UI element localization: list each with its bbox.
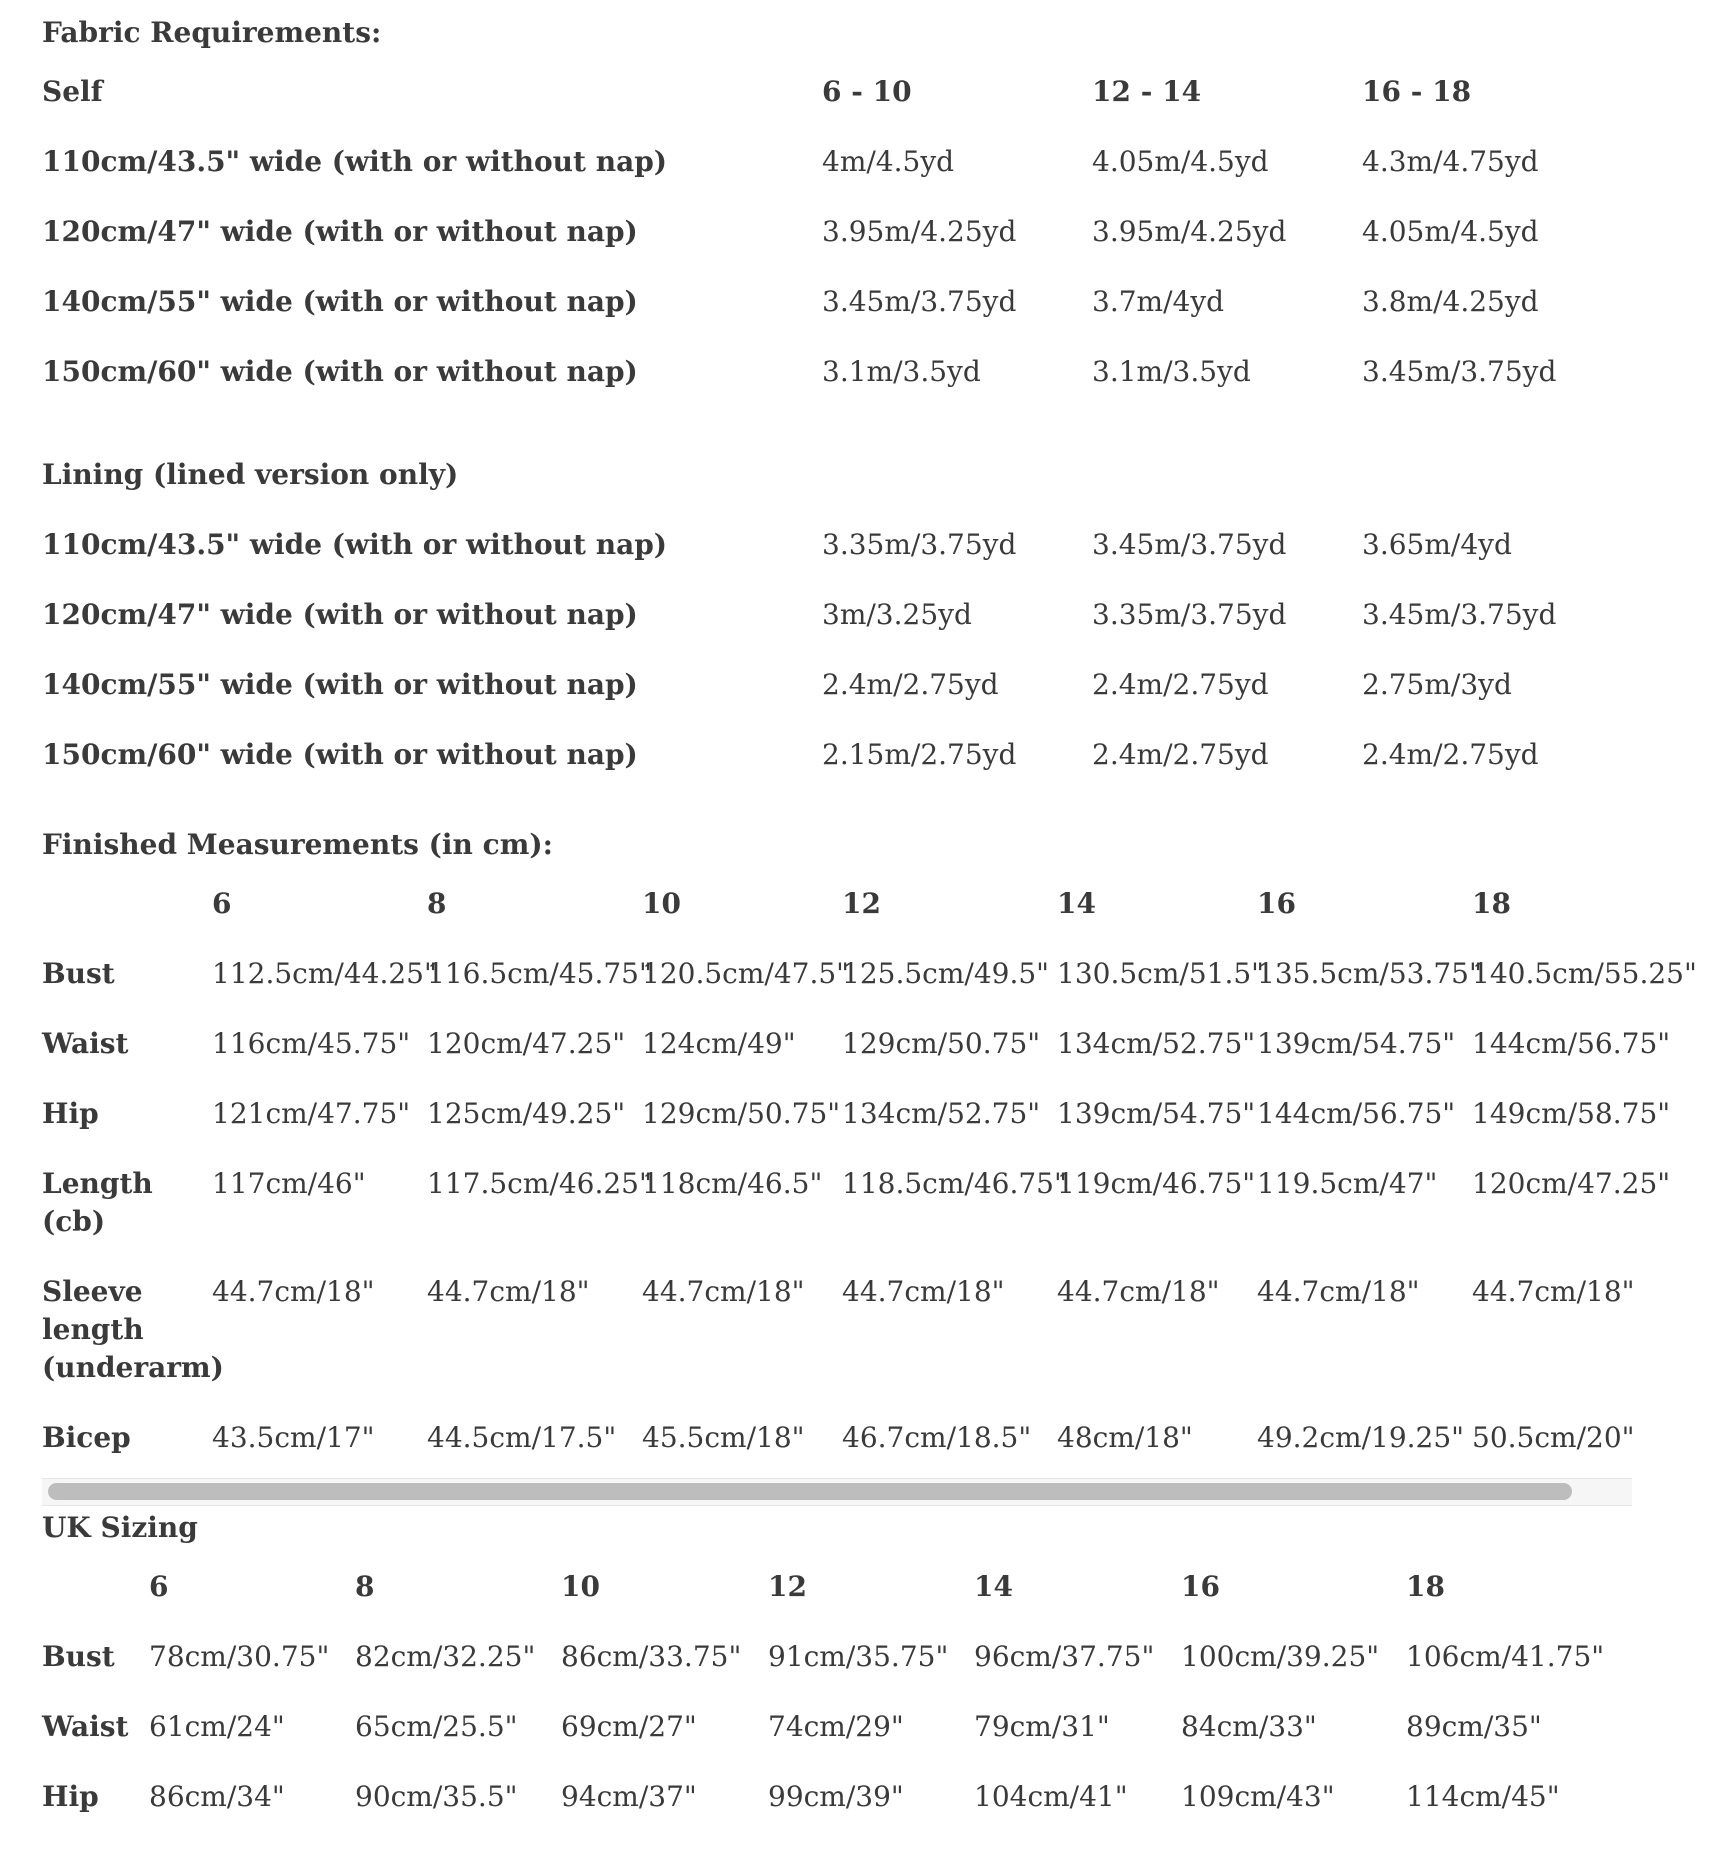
finished-row-value: 44.7cm/18" bbox=[427, 1275, 590, 1308]
fabric-size-header: 16 - 18 bbox=[1362, 75, 1472, 108]
finished-row-value: 46.7cm/18.5" bbox=[842, 1421, 1032, 1454]
finished-row-value: 44.7cm/18" bbox=[212, 1275, 375, 1308]
finished-row-value: 118cm/46.5" bbox=[642, 1167, 823, 1200]
uk-sizing-title: UK Sizing bbox=[42, 1511, 198, 1544]
self-row-label: 140cm/55" wide (with or without nap) bbox=[42, 285, 638, 318]
finished-row-value: 144cm/56.75" bbox=[1257, 1097, 1456, 1130]
finished-row-value: 125cm/49.25" bbox=[427, 1097, 626, 1130]
finished-row-value: 44.7cm/18" bbox=[1257, 1275, 1420, 1308]
uk-row-value: 96cm/37.75" bbox=[974, 1640, 1155, 1673]
self-row-value: 3.45m/3.75yd bbox=[822, 285, 1017, 318]
finished-row-value: 135.5cm/53.75" bbox=[1257, 957, 1482, 990]
finished-row-value: 144cm/56.75" bbox=[1472, 1027, 1671, 1060]
finished-row-value: 116.5cm/45.75" bbox=[427, 957, 652, 990]
finished-row-value: 134cm/52.75" bbox=[1057, 1027, 1256, 1060]
uk-row-value: 90cm/35.5" bbox=[355, 1780, 518, 1813]
finished-row-value: 129cm/50.75" bbox=[642, 1097, 841, 1130]
uk-row-value: 106cm/41.75" bbox=[1406, 1640, 1605, 1673]
finished-row-value: 117.5cm/46.25" bbox=[427, 1167, 652, 1200]
finished-row-label: Sleeve bbox=[42, 1275, 143, 1308]
finished-size-header: 6 bbox=[212, 887, 232, 920]
finished-row-value: 119.5cm/47" bbox=[1257, 1167, 1438, 1200]
lining-row-value: 2.4m/2.75yd bbox=[1092, 668, 1269, 701]
finished-row-value: 118.5cm/46.75" bbox=[842, 1167, 1067, 1200]
self-row-value: 4.3m/4.75yd bbox=[1362, 145, 1539, 178]
uk-row-value: 86cm/33.75" bbox=[561, 1640, 742, 1673]
finished-row-value: 117cm/46" bbox=[212, 1167, 366, 1200]
finished-row-value: 140.5cm/55.25" bbox=[1472, 957, 1697, 990]
finished-row-value: 120.5cm/47.5" bbox=[642, 957, 850, 990]
uk-size-header: 14 bbox=[974, 1570, 1013, 1603]
uk-row-label: Bust bbox=[42, 1640, 115, 1673]
finished-row-value: 48cm/18" bbox=[1057, 1421, 1193, 1454]
finished-size-header: 10 bbox=[642, 887, 681, 920]
lining-row-label: 110cm/43.5" wide (with or without nap) bbox=[42, 528, 668, 561]
finished-row-value: 43.5cm/17" bbox=[212, 1421, 375, 1454]
uk-row-value: 69cm/27" bbox=[561, 1710, 697, 1743]
finished-row-value: 44.5cm/17.5" bbox=[427, 1421, 617, 1454]
lining-row-value: 2.75m/3yd bbox=[1362, 668, 1512, 701]
lining-row-value: 2.4m/2.75yd bbox=[822, 668, 999, 701]
uk-row-label: Hip bbox=[42, 1780, 99, 1813]
uk-row-value: 114cm/45" bbox=[1406, 1780, 1560, 1813]
lining-row-value: 3m/3.25yd bbox=[822, 598, 972, 631]
finished-row-value: 125.5cm/49.5" bbox=[842, 957, 1050, 990]
self-row-value: 3.1m/3.5yd bbox=[1092, 355, 1251, 388]
finished-row-label: length bbox=[42, 1313, 144, 1346]
finished-row-value: 44.7cm/18" bbox=[1057, 1275, 1220, 1308]
fabric-size-header: 12 - 14 bbox=[1092, 75, 1202, 108]
lining-row-value: 3.45m/3.75yd bbox=[1362, 598, 1557, 631]
uk-row-value: 84cm/33" bbox=[1181, 1710, 1317, 1743]
finished-row-value: 129cm/50.75" bbox=[842, 1027, 1041, 1060]
lining-row-value: 3.45m/3.75yd bbox=[1092, 528, 1287, 561]
self-row-label: 110cm/43.5" wide (with or without nap) bbox=[42, 145, 668, 178]
uk-size-header: 18 bbox=[1406, 1570, 1445, 1603]
uk-row-value: 61cm/24" bbox=[149, 1710, 285, 1743]
uk-row-value: 78cm/30.75" bbox=[149, 1640, 330, 1673]
finished-row-label: Bust bbox=[42, 957, 115, 990]
self-row-value: 4.05m/4.5yd bbox=[1362, 215, 1539, 248]
finished-row-value: 124cm/49" bbox=[642, 1027, 796, 1060]
finished-size-header: 8 bbox=[427, 887, 447, 920]
uk-row-value: 82cm/32.25" bbox=[355, 1640, 536, 1673]
lining-row-value: 2.4m/2.75yd bbox=[1092, 738, 1269, 771]
self-row-value: 3.95m/4.25yd bbox=[822, 215, 1017, 248]
uk-row-value: 74cm/29" bbox=[768, 1710, 904, 1743]
self-label: Self bbox=[42, 75, 103, 108]
finished-row-label: Hip bbox=[42, 1097, 99, 1130]
finished-row-value: 134cm/52.75" bbox=[842, 1097, 1041, 1130]
horizontal-scrollbar[interactable] bbox=[42, 1478, 1632, 1506]
finished-row-value: 149cm/58.75" bbox=[1472, 1097, 1671, 1130]
uk-row-value: 109cm/43" bbox=[1181, 1780, 1335, 1813]
uk-row-value: 104cm/41" bbox=[974, 1780, 1128, 1813]
lining-row-value: 2.15m/2.75yd bbox=[822, 738, 1017, 771]
self-row-value: 4.05m/4.5yd bbox=[1092, 145, 1269, 178]
finished-row-value: 45.5cm/18" bbox=[642, 1421, 805, 1454]
finished-size-header: 12 bbox=[842, 887, 881, 920]
lining-row-value: 3.35m/3.75yd bbox=[822, 528, 1017, 561]
self-row-label: 150cm/60" wide (with or without nap) bbox=[42, 355, 638, 388]
self-row-value: 3.7m/4yd bbox=[1092, 285, 1225, 318]
finished-row-value: 120cm/47.25" bbox=[427, 1027, 626, 1060]
self-row-value: 3.95m/4.25yd bbox=[1092, 215, 1287, 248]
uk-row-value: 79cm/31" bbox=[974, 1710, 1110, 1743]
finished-row-label: Bicep bbox=[42, 1421, 131, 1454]
finished-row-value: 130.5cm/51.5" bbox=[1057, 957, 1265, 990]
uk-size-header: 16 bbox=[1181, 1570, 1220, 1603]
lining-row-value: 2.4m/2.75yd bbox=[1362, 738, 1539, 771]
uk-row-value: 65cm/25.5" bbox=[355, 1710, 518, 1743]
uk-row-value: 89cm/35" bbox=[1406, 1710, 1542, 1743]
finished-row-value: 49.2cm/19.25" bbox=[1257, 1421, 1465, 1454]
finished-row-value: 121cm/47.75" bbox=[212, 1097, 411, 1130]
self-row-value: 3.45m/3.75yd bbox=[1362, 355, 1557, 388]
uk-size-header: 10 bbox=[561, 1570, 600, 1603]
scrollbar-thumb[interactable] bbox=[48, 1483, 1572, 1500]
self-row-label: 120cm/47" wide (with or without nap) bbox=[42, 215, 638, 248]
lining-row-label: 150cm/60" wide (with or without nap) bbox=[42, 738, 638, 771]
finished-measurements-title: Finished Measurements (in cm): bbox=[42, 828, 553, 861]
uk-size-header: 12 bbox=[768, 1570, 807, 1603]
lining-row-label: 120cm/47" wide (with or without nap) bbox=[42, 598, 638, 631]
uk-row-value: 99cm/39" bbox=[768, 1780, 904, 1813]
uk-size-header: 6 bbox=[149, 1570, 169, 1603]
finished-row-label: (cb) bbox=[42, 1205, 106, 1238]
finished-size-header: 18 bbox=[1472, 887, 1511, 920]
uk-row-value: 86cm/34" bbox=[149, 1780, 285, 1813]
finished-row-value: 44.7cm/18" bbox=[642, 1275, 805, 1308]
lining-label: Lining (lined version only) bbox=[42, 458, 459, 491]
finished-size-header: 16 bbox=[1257, 887, 1296, 920]
finished-row-value: 44.7cm/18" bbox=[1472, 1275, 1635, 1308]
finished-row-label: (underarm) bbox=[42, 1351, 224, 1384]
finished-row-label: Waist bbox=[42, 1027, 129, 1060]
lining-row-value: 3.65m/4yd bbox=[1362, 528, 1512, 561]
finished-row-value: 120cm/47.25" bbox=[1472, 1167, 1671, 1200]
uk-row-value: 100cm/39.25" bbox=[1181, 1640, 1380, 1673]
self-row-value: 3.8m/4.25yd bbox=[1362, 285, 1539, 318]
finished-row-value: 139cm/54.75" bbox=[1257, 1027, 1456, 1060]
self-row-value: 4m/4.5yd bbox=[822, 145, 955, 178]
fabric-requirements-title: Fabric Requirements: bbox=[42, 16, 382, 49]
finished-row-value: 112.5cm/44.25" bbox=[212, 957, 437, 990]
finished-size-header: 14 bbox=[1057, 887, 1096, 920]
uk-row-value: 94cm/37" bbox=[561, 1780, 697, 1813]
finished-row-value: 44.7cm/18" bbox=[842, 1275, 1005, 1308]
finished-row-value: 50.5cm/20" bbox=[1472, 1421, 1635, 1454]
uk-size-header: 8 bbox=[355, 1570, 375, 1603]
finished-row-value: 116cm/45.75" bbox=[212, 1027, 411, 1060]
finished-row-value: 139cm/54.75" bbox=[1057, 1097, 1256, 1130]
uk-row-label: Waist bbox=[42, 1710, 129, 1743]
uk-row-value: 91cm/35.75" bbox=[768, 1640, 949, 1673]
fabric-size-header: 6 - 10 bbox=[822, 75, 912, 108]
finished-row-label: Length bbox=[42, 1167, 153, 1200]
self-row-value: 3.1m/3.5yd bbox=[822, 355, 981, 388]
lining-row-label: 140cm/55" wide (with or without nap) bbox=[42, 668, 638, 701]
lining-row-value: 3.35m/3.75yd bbox=[1092, 598, 1287, 631]
finished-row-value: 119cm/46.75" bbox=[1057, 1167, 1256, 1200]
